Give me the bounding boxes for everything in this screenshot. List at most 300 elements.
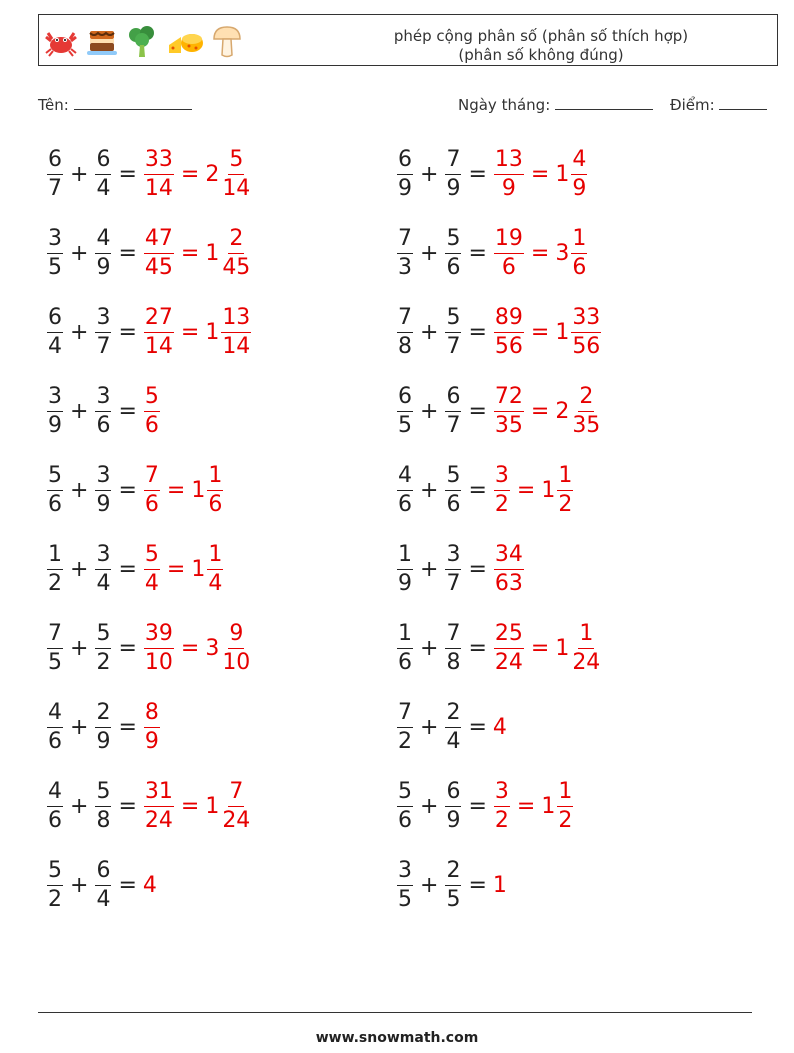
addend-2-denominator: 7 [96,333,111,359]
equals-sign: = [118,635,137,661]
addend-2 [445,383,461,438]
mixed-fraction [221,620,251,675]
addend-1-denominator: 7 [48,175,62,201]
equals-sign: = [118,793,137,819]
problem-row [396,774,574,838]
name-field [38,95,192,114]
addend-2-denominator: 4 [96,570,111,596]
addend-2-numerator: 7 [445,623,461,649]
addend-1 [397,778,413,833]
addend-2-denominator: 6 [446,254,461,280]
answer-fraction-numerator: 34 [494,544,524,570]
plus-sign: + [420,635,439,661]
addend-1-numerator: 3 [47,386,63,412]
mixed-whole: 3 [555,240,570,266]
mixed-fraction-numerator: 4 [571,149,587,175]
problem-row [396,221,588,285]
mixed-fraction-numerator: 33 [571,307,601,333]
title-line-2: (phân số không đúng) [458,46,624,64]
answer-fraction-numerator: 72 [494,386,524,412]
worksheet-title [341,27,741,65]
mixed-whole: 1 [555,635,570,661]
answer-fraction-numerator: 89 [494,307,524,333]
answer-fraction-denominator: 9 [501,175,516,201]
answer-fraction-numerator: 5 [144,544,160,570]
answer-whole: 1 [492,872,507,898]
equals-sign: = [118,161,137,187]
addend-2-denominator: 9 [96,728,111,754]
addend-2 [95,541,111,596]
date-blank[interactable] [555,95,653,110]
mushroom-icon [211,23,243,59]
answer-fraction-denominator: 4 [144,570,159,596]
mixed-fraction-denominator: 14 [222,175,251,201]
addend-1-denominator: 6 [398,649,412,675]
addend-1 [397,541,413,596]
addend-1-numerator: 4 [397,465,413,491]
equals-sign: = [468,161,487,187]
cheese-icon [165,23,205,59]
mixed-fraction [557,778,573,833]
answer-fraction [494,146,524,201]
crab-icon [43,23,79,59]
addend-1 [47,778,63,833]
equals-sign: = [468,793,487,819]
addend-2 [445,857,461,912]
addend-1-numerator: 7 [397,228,413,254]
mixed-fraction-denominator: 6 [572,254,587,280]
addend-1-numerator: 4 [47,702,63,728]
equals-sign: = [468,556,487,582]
problem-row [396,379,602,443]
addend-2-denominator: 9 [96,254,111,280]
mixed-fraction-numerator: 1 [557,465,573,491]
addend-2-numerator: 6 [95,149,111,175]
answer-fraction-denominator: 24 [144,807,173,833]
answer-equals-sign: = [530,161,550,187]
answer-fraction-denominator: 2 [494,807,509,833]
addend-2-numerator: 5 [95,781,111,807]
addend-2-denominator: 4 [96,886,111,912]
addend-1-numerator: 4 [47,781,63,807]
addend-2 [445,699,461,754]
addend-2-denominator: 6 [446,491,461,517]
addend-1 [397,620,413,675]
addend-1 [47,146,63,201]
equals-sign: = [118,398,137,424]
mixed-whole: 1 [541,477,556,503]
addend-2 [95,146,111,201]
mixed-fraction [571,225,587,280]
footer-divider [38,1012,752,1013]
answer-whole: 4 [142,872,157,898]
equals-sign: = [118,319,137,345]
answer-fraction-denominator: 45 [144,254,173,280]
mixed-fraction-numerator: 1 [571,228,587,254]
answer-fraction [144,699,160,754]
addend-2-denominator: 4 [446,728,461,754]
plus-sign: + [420,240,439,266]
mixed-fraction-numerator: 13 [221,307,251,333]
answer-fraction-denominator: 35 [494,412,523,438]
addend-2-numerator: 4 [95,228,111,254]
addend-2-numerator: 3 [95,465,111,491]
answer-fraction-denominator: 6 [144,412,159,438]
addend-2-denominator: 9 [446,175,461,201]
addend-2-denominator: 9 [96,491,111,517]
equals-sign: = [468,872,487,898]
mixed-fraction-numerator: 2 [228,228,244,254]
problem-row [396,695,507,759]
addend-1 [397,857,413,912]
plus-sign: + [420,714,439,740]
mixed-fraction [207,462,223,517]
answer-fraction-numerator: 5 [144,386,160,412]
addend-1 [47,304,63,359]
answer-fraction-denominator: 56 [494,333,523,359]
mixed-whole: 2 [205,161,220,187]
problem-row [46,853,157,917]
addend-2 [445,225,461,280]
problem-row [46,300,252,364]
mixed-fraction-numerator: 1 [207,544,223,570]
addend-1-numerator: 6 [47,149,63,175]
problem-row [396,616,602,680]
mixed-fraction-numerator: 7 [228,781,244,807]
mixed-whole: 1 [541,793,556,819]
answer-fraction [144,541,160,596]
mixed-fraction [221,225,251,280]
mixed-fraction [571,620,601,675]
answer-equals-sign: = [530,240,550,266]
addend-1-numerator: 1 [397,544,413,570]
answer-fraction-denominator: 10 [144,649,173,675]
addend-2 [95,778,111,833]
answer-fraction-numerator: 33 [144,149,174,175]
problem-row [46,616,252,680]
mixed-whole: 1 [555,161,570,187]
addend-1-numerator: 5 [47,860,63,886]
answer-equals-sign: = [180,635,200,661]
addend-1-denominator: 2 [48,886,62,912]
answer-fraction-numerator: 7 [144,465,160,491]
mixed-fraction-denominator: 24 [572,649,601,675]
problem-row [46,458,224,522]
answer-fraction [144,383,160,438]
plus-sign: + [420,161,439,187]
addend-1-denominator: 8 [398,333,412,359]
addend-1 [47,620,63,675]
answer-fraction-denominator: 14 [144,333,173,359]
answer-equals-sign: = [530,398,550,424]
mixed-whole: 2 [555,398,570,424]
plus-sign: + [70,793,89,819]
addend-2-numerator: 3 [95,544,111,570]
answer-fraction-numerator: 27 [144,307,174,333]
mixed-fraction [221,778,251,833]
mixed-whole: 1 [555,319,570,345]
addend-2-denominator: 8 [96,807,111,833]
answer-equals-sign: = [180,793,200,819]
score-label: Điểm: [670,96,715,114]
addend-2-numerator: 6 [445,781,461,807]
answer-fraction-numerator: 25 [494,623,524,649]
answer-fraction-denominator: 6 [501,254,516,280]
problem-row [46,695,161,759]
equals-sign: = [468,319,487,345]
answer-fraction [144,304,174,359]
mixed-fraction-denominator: 2 [558,807,573,833]
plus-sign: + [70,872,89,898]
addend-1 [47,699,63,754]
plus-sign: + [420,319,439,345]
answer-fraction [494,778,510,833]
problem-row [46,537,224,601]
addend-1-numerator: 3 [47,228,63,254]
addend-1-numerator: 5 [47,465,63,491]
addend-1-denominator: 6 [398,807,412,833]
equals-sign: = [118,872,137,898]
addend-1-numerator: 7 [47,623,63,649]
problem-row [396,537,525,601]
problem-row [396,458,574,522]
addend-1-denominator: 4 [48,333,62,359]
answer-fraction-denominator: 6 [144,491,159,517]
plus-sign: + [70,714,89,740]
mixed-whole: 1 [205,793,220,819]
addend-1-denominator: 6 [48,491,62,517]
answer-fraction-numerator: 39 [144,623,174,649]
equals-sign: = [468,240,487,266]
addend-2-denominator: 7 [446,333,461,359]
answer-fraction-numerator: 8 [144,702,160,728]
answer-fraction [494,620,524,675]
addend-2-numerator: 3 [445,544,461,570]
answer-equals-sign: = [180,319,200,345]
addend-2 [445,462,461,517]
addend-2-denominator: 2 [96,649,111,675]
plus-sign: + [70,240,89,266]
addend-2 [445,146,461,201]
problem-row [46,221,252,285]
mixed-fraction-denominator: 9 [572,175,587,201]
answer-fraction-numerator: 3 [494,781,510,807]
addend-1-denominator: 5 [48,254,62,280]
answer-fraction [144,462,160,517]
addend-2-numerator: 3 [95,307,111,333]
addend-2 [95,383,111,438]
mixed-fraction-numerator: 5 [228,149,244,175]
equals-sign: = [468,477,487,503]
problem-row [396,853,507,917]
answer-equals-sign: = [166,477,186,503]
addend-1-denominator: 6 [48,728,62,754]
addend-1 [397,304,413,359]
mixed-fraction-denominator: 2 [558,491,573,517]
mixed-fraction-denominator: 6 [208,491,223,517]
addend-1-denominator: 5 [398,886,412,912]
problem-row [46,379,161,443]
addend-1 [47,857,63,912]
plus-sign: + [420,556,439,582]
addend-1-denominator: 6 [48,807,62,833]
answer-fraction [494,304,524,359]
addend-2 [445,541,461,596]
answer-fraction [494,462,510,517]
score-field [670,95,767,114]
equals-sign: = [468,398,487,424]
equals-sign: = [468,635,487,661]
answer-fraction-numerator: 47 [144,228,174,254]
addend-2 [445,778,461,833]
addend-2-numerator: 5 [445,307,461,333]
plus-sign: + [70,477,89,503]
mixed-fraction [571,304,601,359]
mixed-whole: 3 [205,635,220,661]
answer-fraction [144,225,174,280]
addend-1 [47,383,63,438]
answer-fraction [144,146,174,201]
addend-2-denominator: 6 [96,412,111,438]
problem-row [46,142,252,206]
mixed-whole: 1 [191,556,206,582]
answer-fraction [144,620,174,675]
mixed-fraction-denominator: 24 [222,807,251,833]
addend-1-numerator: 5 [397,781,413,807]
addend-2-denominator: 5 [446,886,461,912]
addend-1-denominator: 9 [398,175,412,201]
mixed-fraction-numerator: 9 [228,623,244,649]
header-icons [43,21,243,61]
mixed-fraction [571,383,601,438]
score-blank[interactable] [719,95,767,110]
addend-2 [95,462,111,517]
name-label: Tên: [38,96,69,114]
plus-sign: + [420,398,439,424]
plus-sign: + [70,635,89,661]
answer-equals-sign: = [166,556,186,582]
plus-sign: + [420,793,439,819]
addend-1 [397,699,413,754]
addend-2-denominator: 8 [446,649,461,675]
answer-equals-sign: = [530,635,550,661]
addend-2-numerator: 2 [445,860,461,886]
addend-2-numerator: 5 [445,465,461,491]
addend-2-numerator: 6 [445,386,461,412]
addend-2 [95,620,111,675]
equals-sign: = [118,556,137,582]
plus-sign: + [420,872,439,898]
addend-2-numerator: 7 [445,149,461,175]
addend-1-numerator: 1 [397,623,413,649]
addend-1 [397,146,413,201]
worksheet-header [38,14,778,66]
answer-fraction-denominator: 24 [494,649,523,675]
problem-row [396,300,602,364]
addend-2 [95,699,111,754]
mixed-fraction [207,541,223,596]
addend-2-numerator: 5 [445,228,461,254]
mixed-whole: 1 [191,477,206,503]
answer-fraction [144,778,174,833]
addend-1-denominator: 2 [398,728,412,754]
equals-sign: = [118,240,137,266]
plus-sign: + [70,556,89,582]
addend-1-numerator: 7 [397,307,413,333]
footer-site: www.snowmath.com [315,1030,479,1046]
mixed-fraction-denominator: 14 [222,333,251,359]
cake-icon [85,23,119,59]
addend-1-numerator: 1 [47,544,63,570]
addend-1-denominator: 5 [48,649,62,675]
answer-equals-sign: = [516,793,536,819]
addend-1-numerator: 7 [397,702,413,728]
answer-fraction-denominator: 2 [494,491,509,517]
equals-sign: = [468,714,487,740]
mixed-whole: 1 [205,240,220,266]
mixed-fraction [571,146,587,201]
addend-1-numerator: 3 [397,860,413,886]
addend-2 [95,225,111,280]
answer-fraction-numerator: 13 [494,149,524,175]
addend-1 [47,541,63,596]
mixed-fraction-denominator: 45 [222,254,251,280]
addend-2 [445,304,461,359]
answer-fraction-numerator: 19 [494,228,524,254]
mixed-fraction-denominator: 10 [222,649,251,675]
plus-sign: + [70,398,89,424]
addend-1-denominator: 3 [398,254,412,280]
mixed-fraction-numerator: 1 [207,465,223,491]
answer-fraction-numerator: 31 [144,781,174,807]
mixed-whole: 1 [205,319,220,345]
mixed-fraction-numerator: 1 [578,623,594,649]
addend-2 [95,857,111,912]
answer-whole: 4 [492,714,507,740]
broccoli-icon [125,23,159,59]
addend-1 [47,462,63,517]
addend-2-denominator: 7 [446,570,461,596]
mixed-fraction-numerator: 1 [557,781,573,807]
date-field [458,95,653,114]
name-blank[interactable] [74,95,192,110]
addend-1 [47,225,63,280]
answer-fraction-numerator: 3 [494,465,510,491]
mixed-fraction [557,462,573,517]
addend-2 [95,304,111,359]
plus-sign: + [420,477,439,503]
addend-1-numerator: 6 [397,386,413,412]
plus-sign: + [70,319,89,345]
addend-1-denominator: 6 [398,491,412,517]
plus-sign: + [70,161,89,187]
addend-1-denominator: 2 [48,570,62,596]
equals-sign: = [118,714,137,740]
date-label: Ngày tháng: [458,96,551,114]
mixed-fraction-denominator: 56 [572,333,601,359]
addend-1 [397,383,413,438]
answer-fraction [494,541,524,596]
addend-1-denominator: 9 [48,412,62,438]
addend-2-denominator: 7 [446,412,461,438]
answer-fraction [494,383,524,438]
addend-1-numerator: 6 [47,307,63,333]
addend-2-numerator: 5 [95,623,111,649]
mixed-fraction [221,146,251,201]
answer-fraction [494,225,524,280]
addend-2-numerator: 6 [95,860,111,886]
addend-2-denominator: 4 [96,175,111,201]
